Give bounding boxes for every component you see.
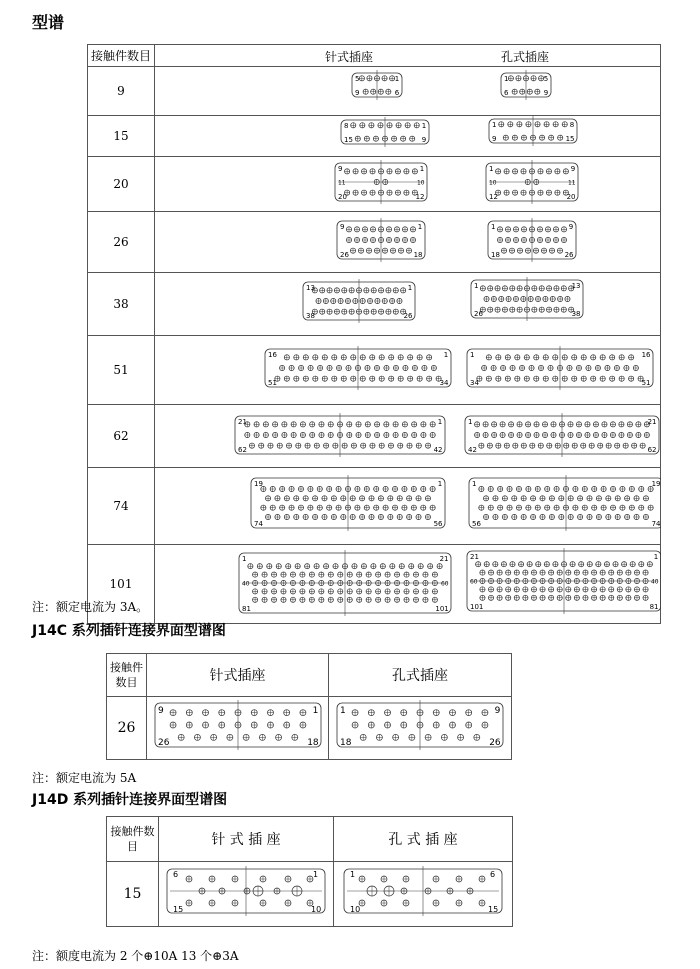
socket-connector-diagram <box>334 862 513 922</box>
socket-connector-diagram <box>337 700 503 750</box>
pin-number-label: 21 <box>439 555 449 563</box>
pin-number-label: 1 <box>394 75 400 83</box>
pin-number-label: 16 <box>641 351 651 359</box>
pin-number-label: 34 <box>439 379 449 387</box>
pin-number-label: 51 <box>641 379 651 387</box>
pin-connector-diagram <box>303 279 415 323</box>
note-rated-current: 注：额定电流为 3A。 <box>32 600 149 614</box>
table-row <box>88 273 661 336</box>
pin-number-label: 15 <box>173 905 184 914</box>
header-socket: 孔式插座 <box>501 50 550 64</box>
pin-connector-diagram <box>235 413 445 457</box>
main-spec-table <box>87 44 661 624</box>
j14c-title: J14C 系列插针连接界面型谱图 <box>32 623 226 639</box>
socket-connector-diagram <box>329 697 512 755</box>
pin-number-label: 1 <box>313 870 319 879</box>
pin-number-label: 9 <box>492 135 497 143</box>
pin-number-label: 26 <box>489 738 501 748</box>
pin-connector-diagram <box>337 218 425 262</box>
row-count: 26 <box>107 697 147 760</box>
pin-number-label: 10 <box>417 179 425 187</box>
pin-number-label: 9 <box>570 165 576 173</box>
pin-number-label: 1 <box>242 555 247 563</box>
pin-connector-diagram <box>265 346 451 390</box>
pin-number-label: 1 <box>437 418 443 426</box>
pin-number-label: 5 <box>543 75 549 83</box>
pin-number-label: 12 <box>489 193 498 201</box>
pin-number-label: 9 <box>340 223 345 231</box>
pin-number-label: 1 <box>437 480 443 488</box>
table-row <box>88 545 661 624</box>
header-count: 接触件数目 <box>107 817 159 862</box>
pin-number-label: 26 <box>474 310 483 318</box>
socket-connector-diagram <box>469 475 661 531</box>
pin-number-label: 6 <box>490 870 496 879</box>
pin-number-label: 40 <box>651 578 659 586</box>
pin-number-label: 15 <box>565 135 575 143</box>
pin-number-label: 9 <box>568 223 574 231</box>
row-diagrams <box>155 67 661 111</box>
row-diagrams <box>155 273 661 331</box>
socket-connector-diagram <box>486 160 578 204</box>
pin-number-label: 81 <box>649 603 659 611</box>
pin-number-label: 11 <box>568 179 576 187</box>
pin-number-label: 74 <box>254 520 263 528</box>
pin-number-label: 42 <box>433 446 443 454</box>
row-count: 62 <box>88 405 155 468</box>
j14d-table <box>106 816 513 927</box>
header-count: 接触件数目 <box>107 654 147 697</box>
pin-number-label: 1 <box>468 418 473 426</box>
pin-number-label: 101 <box>470 603 484 611</box>
socket-connector-diagram <box>488 218 576 262</box>
socket-connector-diagram <box>489 116 577 146</box>
row-count: 51 <box>88 336 155 405</box>
pin-number-label: 1 <box>407 284 413 292</box>
pin-number-label: 6 <box>504 89 509 97</box>
pin-number-label: 1 <box>491 223 496 231</box>
header-types <box>155 45 661 67</box>
pin-number-label: 1 <box>417 223 423 231</box>
pin-number-label: 56 <box>472 520 481 528</box>
pin-number-label: 1 <box>350 870 356 879</box>
pin-number-label: 51 <box>268 379 277 387</box>
row-count: 20 <box>88 157 155 212</box>
row-count: 74 <box>88 468 155 545</box>
pin-number-label: 5 <box>355 75 360 83</box>
row-diagrams <box>155 545 661 619</box>
table-row <box>88 67 661 116</box>
pin-number-label: 15 <box>488 905 499 914</box>
pin-number-label: 1 <box>474 282 479 290</box>
header-pin: 针式插座 <box>147 654 329 697</box>
pin-number-label: 1 <box>419 165 425 173</box>
pin-number-label: 26 <box>564 251 574 259</box>
socket-connector-diagram <box>501 70 551 100</box>
pin-number-label: 10 <box>311 905 322 914</box>
pin-number-label: 20 <box>566 193 576 201</box>
header-socket: 孔 式 插 座 <box>334 817 513 862</box>
pin-number-label: 9 <box>355 89 360 97</box>
pin-number-label: 8 <box>344 122 349 130</box>
pin-number-label: 60 <box>441 580 449 588</box>
pin-number-label: 18 <box>413 251 423 259</box>
pin-connector-diagram <box>251 475 445 531</box>
header-socket: 孔式插座 <box>329 654 512 697</box>
socket-connector-diagram <box>471 277 583 321</box>
connector-shell <box>469 478 661 528</box>
pin-number-label: 19 <box>651 480 661 488</box>
section-title: 型谱 <box>32 13 65 32</box>
pin-number-label: 11 <box>338 179 346 187</box>
socket-connector-diagram <box>465 413 659 457</box>
pin-number-label: 6 <box>173 870 179 879</box>
pin-number-label: 18 <box>307 738 319 748</box>
pin-number-label: 26 <box>340 251 349 259</box>
pin-number-label: 62 <box>647 446 657 454</box>
table-row <box>88 405 661 468</box>
header-pin: 针 式 插 座 <box>159 817 334 862</box>
pin-number-label: 26 <box>403 312 413 320</box>
pin-connector-diagram <box>147 697 329 755</box>
pin-number-label: 60 <box>470 578 478 586</box>
row-count: 101 <box>88 545 155 624</box>
pin-number-label: 15 <box>344 136 353 144</box>
pin-number-label: 9 <box>543 89 549 97</box>
row-diagrams <box>155 405 661 463</box>
table-row <box>107 697 512 760</box>
pin-connector-diagram <box>335 160 427 204</box>
pin-number-label: 21 <box>238 418 247 426</box>
j14d-title: J14D 系列插针连接界面型谱图 <box>32 792 228 808</box>
pin-number-label: 9 <box>158 706 164 716</box>
pin-number-label: 9 <box>421 136 427 144</box>
pin-connector-diagram <box>155 700 321 750</box>
pin-number-label: 9 <box>494 706 501 716</box>
pin-number-label: 101 <box>435 605 449 613</box>
header-pin: 针式插座 <box>325 50 374 64</box>
pin-number-label: 62 <box>238 446 247 454</box>
pin-number-label: 40 <box>242 580 250 588</box>
row-diagrams <box>155 468 661 540</box>
pin-number-label: 19 <box>254 480 263 488</box>
socket-connector-diagram <box>467 346 653 390</box>
pin-connector-diagram <box>167 866 325 916</box>
pin-number-label: 16 <box>268 351 277 359</box>
pin-number-label: 1 <box>504 75 509 83</box>
pin-number-label: 1 <box>472 480 477 488</box>
row-count: 38 <box>88 273 155 336</box>
table-row <box>88 212 661 273</box>
socket-connector-diagram <box>467 548 661 614</box>
pin-number-label: 74 <box>651 520 661 528</box>
pin-connector-diagram <box>159 862 334 922</box>
pin-number-label: 13 <box>306 284 315 292</box>
pin-number-label: 10 <box>350 905 361 914</box>
table-row <box>88 336 661 405</box>
table-row <box>88 116 661 157</box>
pin-number-label: 56 <box>433 520 443 528</box>
pin-number-label: 1 <box>443 351 449 359</box>
pin-number-label: 9 <box>338 165 343 173</box>
row-count: 15 <box>88 116 155 157</box>
pin-number-label: 8 <box>569 121 575 129</box>
pin-number-label: 13 <box>571 282 581 290</box>
j14c-table <box>106 653 512 760</box>
pin-number-label: 1 <box>653 553 659 561</box>
row-count: 9 <box>88 67 155 116</box>
pin-number-label: 21 <box>647 418 657 426</box>
header-count: 接触件数目 <box>88 45 155 67</box>
pin-number-label: 1 <box>340 706 346 716</box>
pin-number-label: 1 <box>489 165 494 173</box>
pin-number-label: 38 <box>306 312 315 320</box>
socket-connector-diagram <box>344 866 502 916</box>
pin-number-label: 1 <box>492 121 497 129</box>
row-diagrams <box>155 116 661 152</box>
pin-number-label: 18 <box>340 738 352 748</box>
pin-number-label: 81 <box>242 605 251 613</box>
row-count: 15 <box>107 862 159 927</box>
pin-connector-diagram <box>239 550 451 616</box>
table-header-row <box>88 45 661 67</box>
pin-number-label: 34 <box>470 379 479 387</box>
pin-number-label: 38 <box>571 310 581 318</box>
row-count: 26 <box>88 212 155 273</box>
pin-number-label: 6 <box>394 89 400 97</box>
pin-number-label: 10 <box>489 179 497 187</box>
row-diagrams <box>155 212 661 268</box>
table-header-row <box>107 817 513 862</box>
pin-number-label: 21 <box>470 553 479 561</box>
note-rated-current: 注：额度电流为 2 个⊕10A 13 个⊕3A <box>32 949 239 963</box>
pin-number-label: 12 <box>415 193 425 201</box>
table-header-row <box>107 654 512 697</box>
pin-number-label: 18 <box>491 251 500 259</box>
note-rated-current: 注：额定电流为 5A <box>32 771 137 785</box>
table-row <box>88 157 661 212</box>
pin-number-label: 42 <box>468 446 477 454</box>
table-row <box>107 862 513 927</box>
pin-number-label: 1 <box>312 706 319 716</box>
pin-connector-diagram <box>341 117 429 147</box>
pin-connector-diagram <box>352 70 402 100</box>
pin-number-label: 20 <box>338 193 347 201</box>
pin-number-label: 1 <box>470 351 475 359</box>
row-diagrams <box>155 336 661 400</box>
row-diagrams <box>155 157 661 207</box>
table-row <box>88 468 661 545</box>
pin-number-label: 1 <box>421 122 427 130</box>
pin-number-label: 26 <box>158 738 170 748</box>
